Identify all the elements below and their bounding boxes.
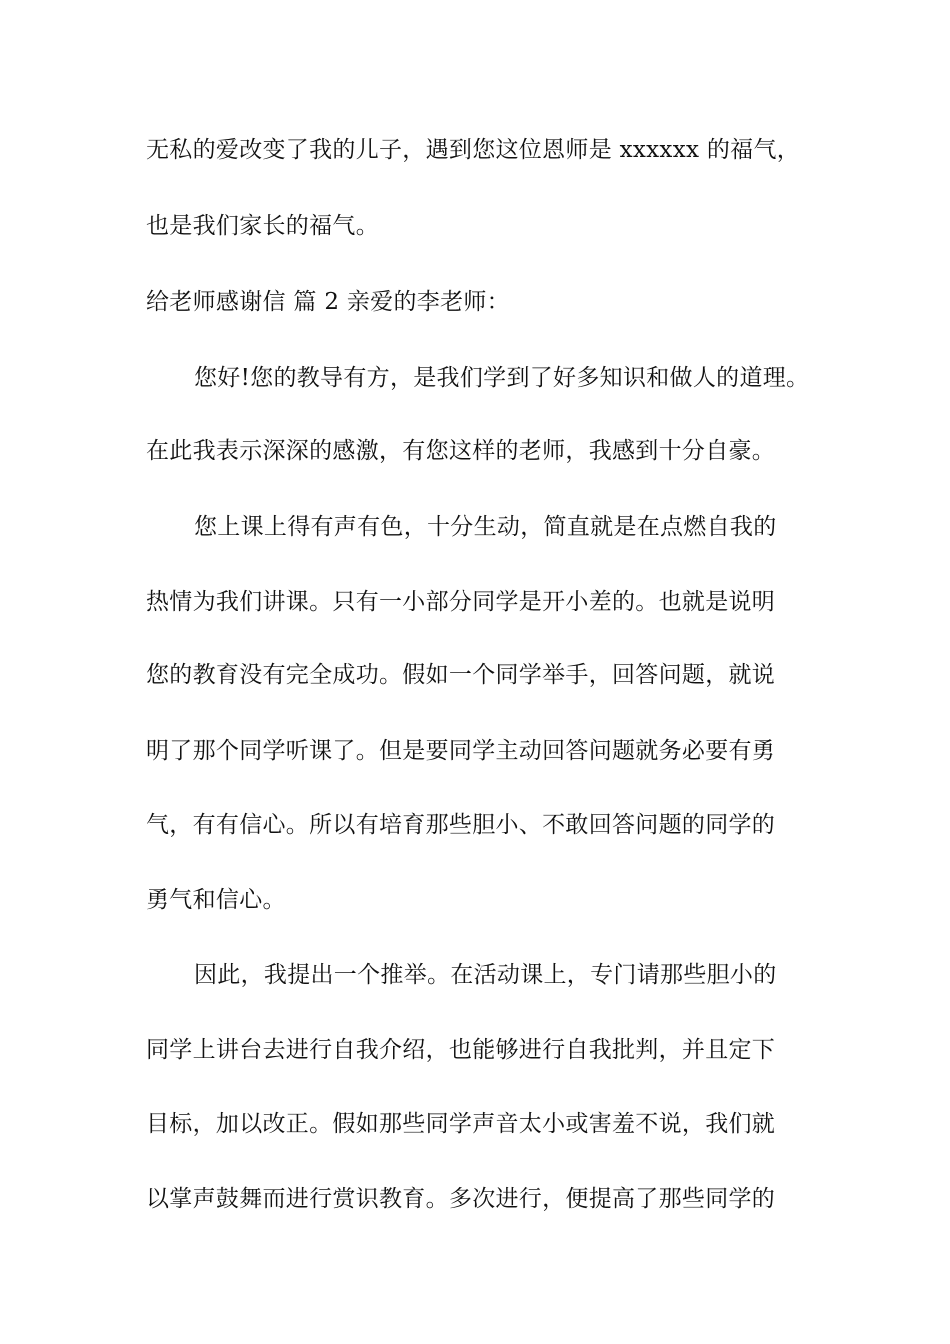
text-line-14: 目标，加以改正。假如那些同学声音太小或害羞不说，我们就 bbox=[146, 1111, 776, 1137]
text-line-10: 气，有有信心。所以有培育那些胆小、不敢回答问题的同学的 bbox=[146, 812, 776, 838]
text-line-12: 因此，我提出一个推举。在活动课上，专门请那些胆小的 bbox=[194, 962, 777, 988]
text-line-4: 您好!您的教导有方，是我们学到了好多知识和做人的道理。 bbox=[194, 365, 810, 391]
letter-heading: 给老师感谢信 篇 2 亲爱的李老师： bbox=[146, 289, 510, 315]
text-line-13: 同学上讲台去进行自我介绍，也能够进行自我批判，并且定下 bbox=[146, 1037, 776, 1063]
text-line-7: 热情为我们讲课。只有一小部分同学是开小差的。也就是说明 bbox=[146, 589, 776, 615]
text-line-1: 无私的爱改变了我的儿子，遇到您这位恩师是 xxxxxx 的福气， bbox=[146, 137, 801, 163]
text-line-8: 您的教育没有完全成功。假如一个同学举手，回答问题，就说 bbox=[146, 662, 776, 688]
text-line-15: 以掌声鼓舞而进行赏识教育。多次进行，便提高了那些同学的 bbox=[146, 1186, 776, 1212]
text-line-11: 勇气和信心。 bbox=[146, 887, 286, 913]
text-line-2: 也是我们家长的福气。 bbox=[146, 213, 379, 239]
text-line-6: 您上课上得有声有色，十分生动，简直就是在点燃自我的 bbox=[194, 514, 777, 540]
text-line-9: 明了那个同学听课了。但是要同学主动回答问题就务必要有勇 bbox=[146, 738, 776, 764]
text-line-5: 在此我表示深深的感激，有您这样的老师，我感到十分自豪。 bbox=[146, 438, 776, 464]
